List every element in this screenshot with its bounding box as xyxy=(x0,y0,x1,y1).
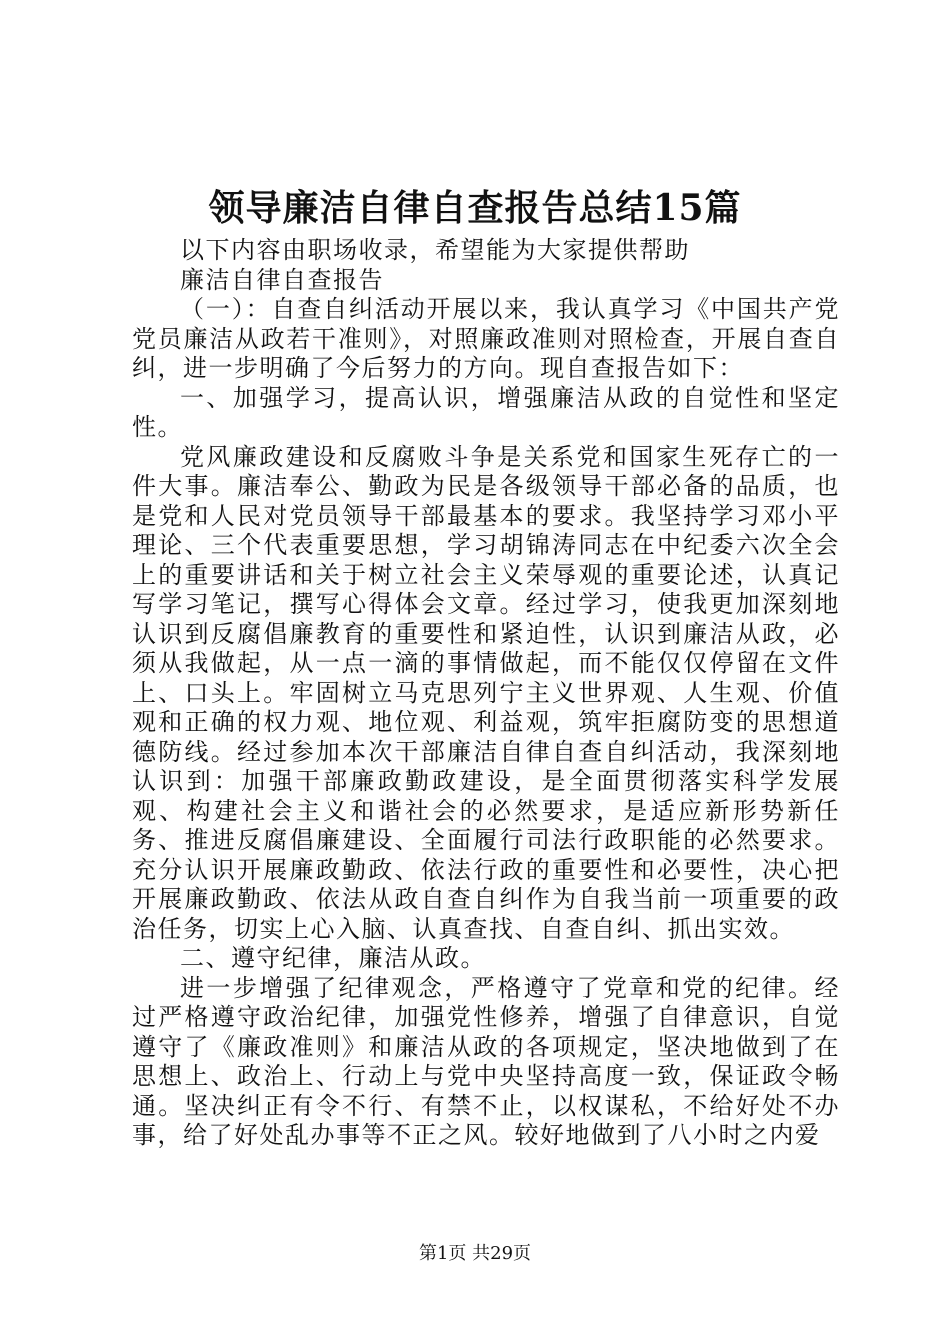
paragraph-subtitle: 廉洁自律自查报告 xyxy=(180,265,384,294)
document-title: 领导廉洁自律自查报告总结15篇 xyxy=(208,187,742,229)
paragraph-section-2: 进一步增强了纪律观念，严格遵守了党章和党的纪律。经过严格遵守政治纪律，加强党性修养，增强了自律意识，自觉遵守了《廉政准则》和廉洁从政的各项规定，坚决地做到了在思想上、政治上、行动上与党中央坚持高度一致，保证政令畅通。坚决纠正有令不行、有禁不止，以权谋私，不给好处不办事，给了好处乱办事等不正之风。较好地做到了八小时之内爱 xyxy=(132,973,840,1149)
page-footer: 第1页 共29页 xyxy=(418,1243,532,1264)
section-heading-1: 一、加强学习，提高认识，增强廉洁从政的自觉性和坚定性。 xyxy=(132,383,840,441)
paragraph-intro: 以下内容由职场收录，希望能为大家提供帮助 xyxy=(180,236,690,264)
section-heading-2: 二、遵守纪律，廉洁从政。 xyxy=(180,944,486,972)
document-body xyxy=(132,236,840,1151)
paragraph-section-1: 党风廉政建设和反腐败斗争是关系党和国家生死存亡的一件大事。廉洁奉公、勤政为民是各级领导干部必备的品质，也是党和人民对党员领导干部最基本的要求。我坚持学习邓小平理论、三个代表重要思想，学习胡锦涛同志在中纪委六次全会上的重要讲话和关于树立社会主义荣辱观的重要论述，认真记写学习笔记，撰写心得体会文章。经过学习，使我更加深刻地认识到反腐倡廉教育的重要性和紧迫性，认识到廉洁从政，必须从我做起，从一点一滴的事情做起，而不能仅仅停留在文件上、口头上。牢固树立马克思列宁主义世界观、人生观、价值观和正确的权力观、地位观、利益观，筑牢拒腐防变的思想道德防线。经过参加本次干部廉洁自律自查自纠活动，我深刻地认识到：加强干部廉政勤政建设，是全面贯彻落实科学发展观、构建社会主义和谐社会的必然要求，是适应新形势新任务、推进反腐倡廉建设、全面履行司法行政职能的必然要求。充分认识开展廉政勤政、依法行政的重要性和必要性，决心把开展廉政勤政、依法从政自查自纠作为自我当前一项重要的政治任务，切实上心入脑、认真查找、自查自纠、抓出实效。 xyxy=(132,442,840,943)
paragraph-opening: （一）：自查自纠活动开展以来，我认真学习《中国共产党党员廉洁从政若干准则》，对照廉政准则对照检查，开展自查自纠，进一步明确了今后努力的方向。现自查报告如下： xyxy=(132,295,840,382)
